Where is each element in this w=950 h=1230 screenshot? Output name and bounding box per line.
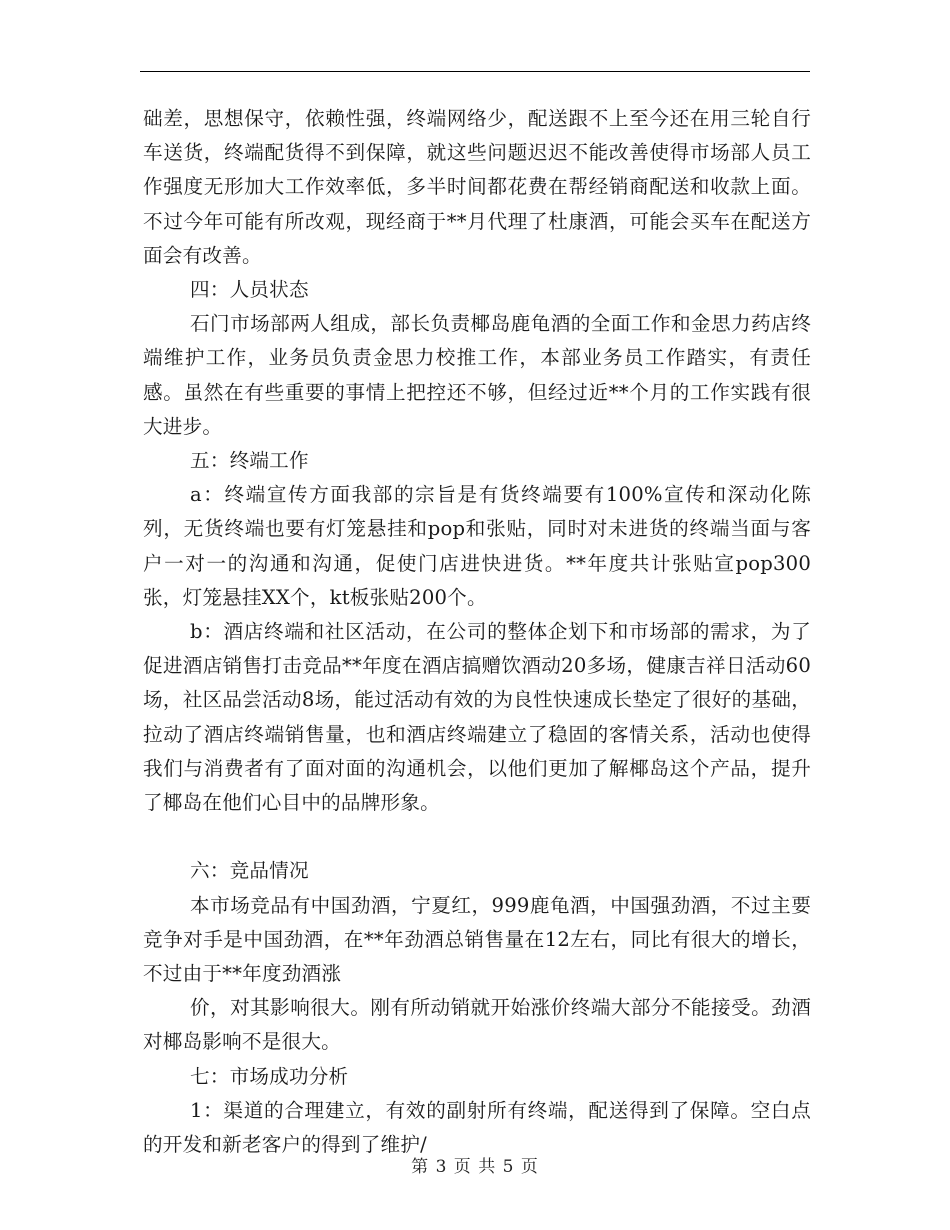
section-heading-success: 七：市场成功分析: [190, 1064, 349, 1088]
paragraph-terminal-b: b：酒店终端和社区活动，在公司的整体企划下和市场部的需求，为了促进酒店销售打击竞品**年度在酒店搞赠饮酒动20多场，健康吉祥日活动60场，社区品尝活动8场，能过活动有效的为良性快速成长垫定了很好的基础，拉动了酒店终端销售量，也和酒店终端建立了稳固的客情关系，活动也使得我们与消费者有了面对面的沟通机会，以他们更加了解椰岛这个产品，提升了椰岛在他们心目中的品牌形象。: [143, 620, 811, 815]
section-heading-competition: 六：竞品情况: [190, 859, 309, 883]
document-body: [143, 102, 811, 1162]
paragraph-competition: 本市场竞品有中国劲酒，宁夏红，999鹿龟酒，中国强劲酒，不过主要竞争对手是中国劲酒，在**年劲酒总销售量在12左右，同比有很大的增长，不过由于**年度劲酒涨: [143, 893, 811, 986]
paragraph-terminal-a: a：终端宣传方面我部的宗旨是有货终端要有100%宣传和深动化陈列，无货终端也要有灯笼悬挂和pop和张贴，同时对未进货的终端当面与客户一对一的沟通和沟通，促使门店进快进货。**年度共计张贴宣pop300张，灯笼悬挂XX个，kt板张贴200个。: [143, 483, 811, 609]
paragraph-continuation: 础差，思想保守，依赖性强，终端网络少，配送跟不上至今还在用三轮自行车送货，终端配货得不到保障，就这些问题迟迟不能改善使得市场部人员工作强度无形加大工作效率低，多半时间都花费在帮经销商配送和收款上面。不过今年可能有所改观，现经商于**月代理了杜康酒，可能会买车在配送方面会有改善。: [143, 107, 811, 267]
section-heading-terminal: 五：终端工作: [190, 449, 309, 473]
paragraph-competition-cont: 价，对其影响很大。刚有所动销就开始涨价终端大部分不能接受。劲酒对椰岛影响不是很大。: [143, 996, 811, 1054]
header-rule: [140, 71, 810, 72]
section-heading-personnel: 四：人员状态: [190, 278, 309, 302]
page-footer: 第 3 页 共 5 页: [411, 1157, 539, 1177]
blank-line: [143, 820, 811, 854]
paragraph-personnel: 石门市场部两人组成，部长负责椰岛鹿龟酒的全面工作和金思力药店终端维护工作，业务员负责金思力校推工作，本部业务员工作踏实，有责任感。虽然在有些重要的事情上把控还不够，但经过近**个月的工作实践有很大进步。: [143, 312, 811, 438]
paragraph-success-1: 1：渠道的合理建立，有效的副射所有终端，配送得到了保障。空白点的开发和新老客户的得到了维护/: [143, 1098, 811, 1157]
